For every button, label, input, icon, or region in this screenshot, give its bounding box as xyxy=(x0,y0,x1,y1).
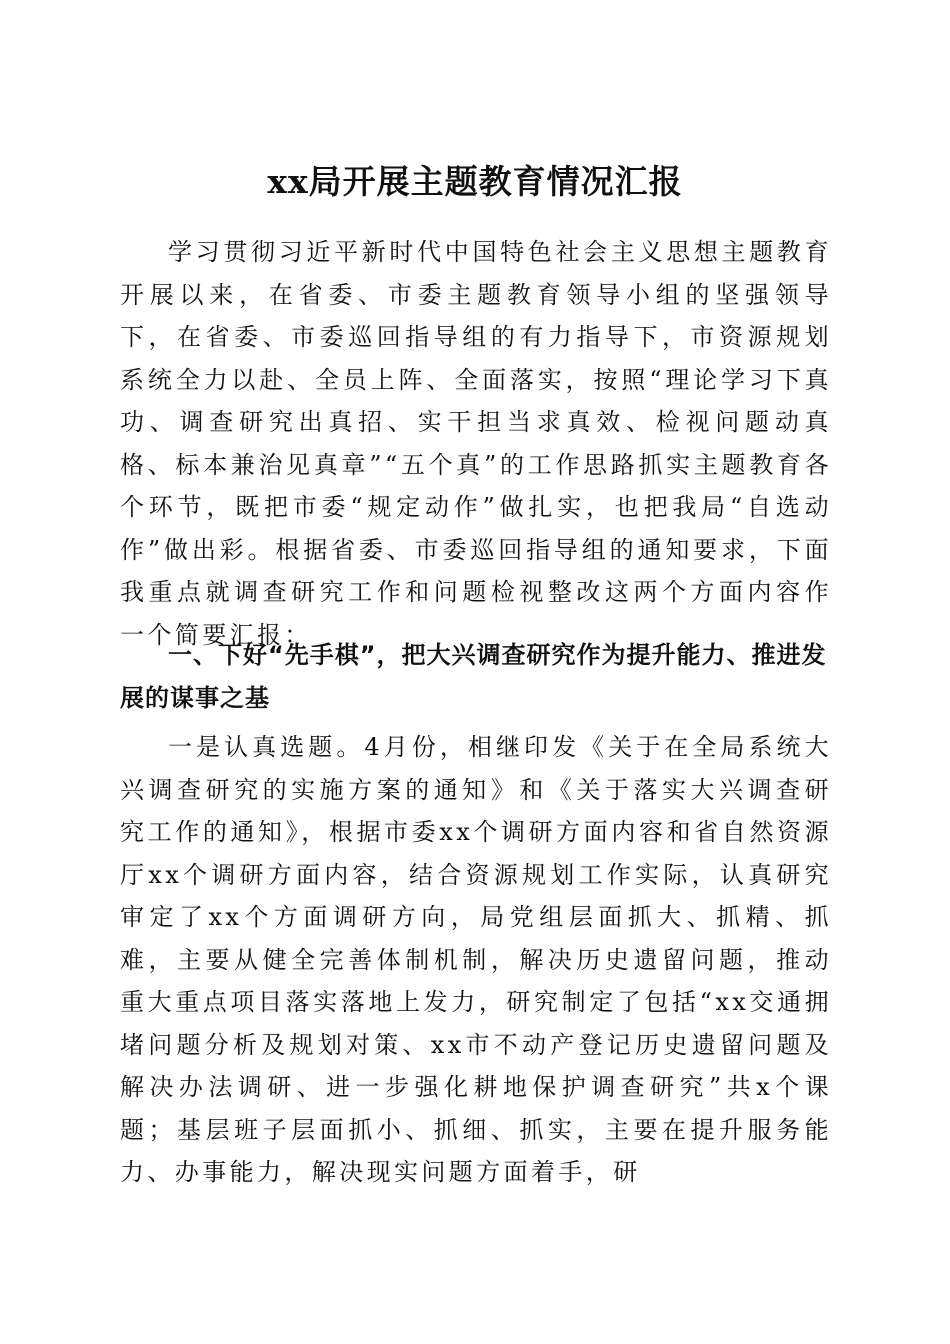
section-one-paragraph: 一是认真选题。4月份，相继印发《关于在全局系统大兴调查研究的实施方案的通知》和《关于落实大兴调查研究工作的通知》，根据市委xx个调研方面内容和省自然资源厅xx个调研方面内容，结合资源规划工作实际，认真研究审定了xx个方面调研方向，局党组层面抓大、抓精、抓难，主要从健全完善体制机制，解决历史遗留问题，推动重大重点项目落实落地上发力，研究制定了包括“xx交通拥堵问题分析及规划对策、xx市不动产登记历史遗留问题及解决办法调研、进一步强化耕地保护调查研究”共x个课题；基层班子层面抓小、抓细、抓实，主要在提升服务能力、办事能力，解决现实问题方面着手，研 xyxy=(120,733,832,1186)
intro-paragraph: 学习贯彻习近平新时代中国特色社会主义思想主题教育开展以来，在省委、市委主题教育领导小组的坚强领导下，在省委、市委巡回指导组的有力指导下，市资源规划系统全力以赴、全员上阵、全面落实，按照“理论学习下真功、调查研究出真招、实干担当求真效、检视问题动真格、标本兼治见真章”“五个真”的工作思路抓实主题教育各个环节，既把市委“规定动作”做扎实，也把我局“自选动作”做出彩。根据省委、市委巡回指导组的通知要求，下面我重点就调查研究工作和问题检视整改这两个方面内容作一个简要汇报： xyxy=(120,238,832,649)
section-one-heading: 一、下好“先手棋”，把大兴调查研究作为提升能力、推进发展的谋事之基 xyxy=(120,641,827,712)
document-title: xx局开展主题教育情况汇报 xyxy=(267,162,683,202)
